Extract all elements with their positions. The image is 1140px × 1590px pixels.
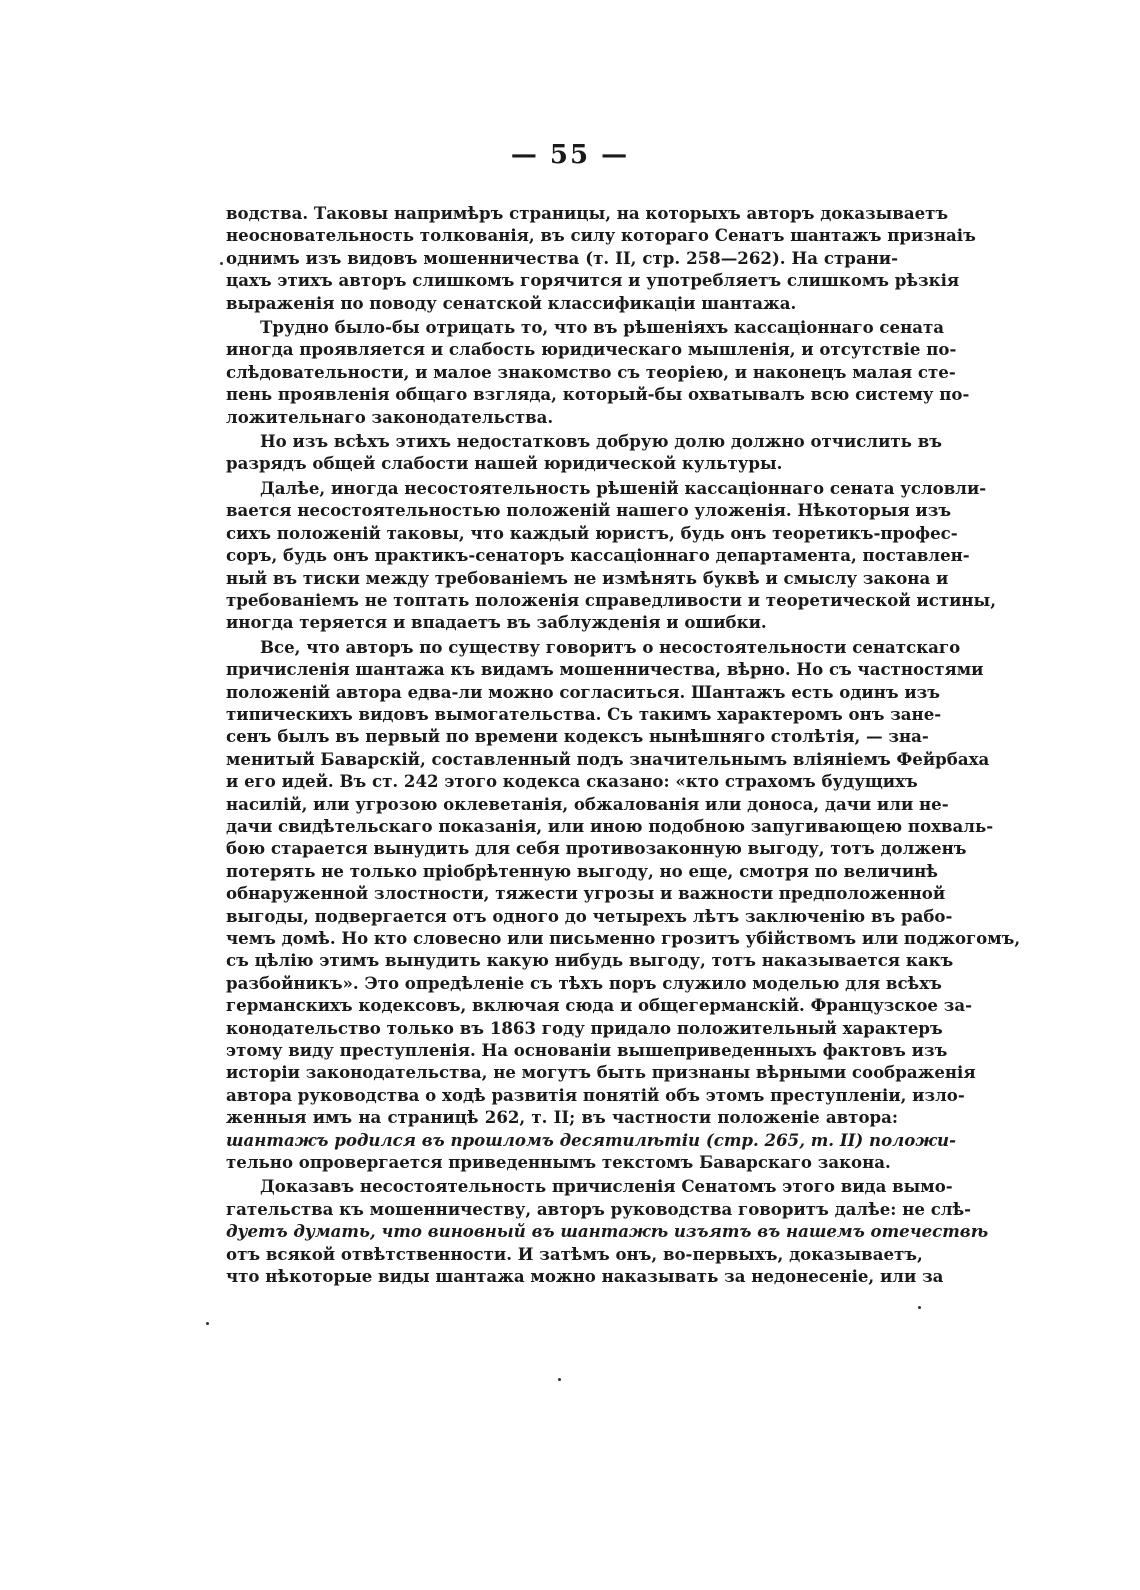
text-line: слѣдовательности, и малое знакомство съ теоріею, и наконецъ малая сте- <box>226 361 956 382</box>
text-line: отъ всякой отвѣтственности. И затѣмъ онъ, во-первыхъ, доказываетъ, <box>226 1243 923 1264</box>
paragraph-4 <box>226 477 996 634</box>
text-line: и его идей. Въ ст. 242 этого кодекса сказано: «кто страхомъ будущихъ <box>226 771 918 792</box>
print-speck <box>558 1378 561 1381</box>
text-line: Доказавъ несостоятельность причисленія Сенатомъ этого вида вымо- <box>260 1176 953 1197</box>
text-line: автора руководства о ходѣ развитія понятій объ этомъ преступленіи, изло- <box>226 1084 965 1105</box>
text-line: разбойникъ». Это опредѣленіе съ тѣхъ поръ служило моделью для всѣхъ <box>226 972 942 993</box>
text-line: ный въ тиски между требованіемъ не измѣнять буквѣ и смыслу закона и <box>226 567 949 588</box>
text-line: чемъ домѣ. Но кто словесно или письменно грозитъ убійствомъ или поджогомъ, <box>226 928 1021 948</box>
text-line: типическихъ видовъ вымогательства. Съ такимъ характеромъ онъ занe- <box>226 703 942 724</box>
text-line: Трудно было-бы отрицать то, что въ рѣшеніяхъ кассаціоннаго сената <box>260 317 945 338</box>
text-line: менитый Баварскій, составленный подъ значительнымъ вліяніемъ Фейрбаха <box>226 748 990 769</box>
text-line: что нѣкоторые виды шантажа можно наказывать за недонесеніе, или за <box>226 1266 944 1287</box>
text-line: этому виду преступленія. На основаніи вышеприведенныхъ фактовъ изъ <box>226 1040 948 1061</box>
paragraph-5 <box>226 636 1021 1174</box>
text-line: водства. Таковы напримѣръ страницы, на которыхъ авторъ доказываетъ <box>226 203 949 223</box>
text-line: сенъ былъ въ первый по времени кодексъ нынѣшняго столѣтія, — зна- <box>226 726 929 747</box>
text-line: пень проявленія общаго взгляда, который-бы охватывалъ всю систему по- <box>226 384 970 405</box>
text-line: иногда проявляется и слабость юридическаго мышленія, и отсутствіе по- <box>226 339 957 360</box>
print-speck <box>918 1306 921 1309</box>
text-line: положеній автора едва-ли можно согласиться. Шантажъ есть одинъ изъ <box>226 681 940 702</box>
text-line: однимъ изъ видовъ мошенничества (т. II, стр. 258—262). На страни- <box>226 247 898 268</box>
text-line: шантажъ родился въ прошломъ десятилѣтіи (стр. 265, т. II) положи- <box>226 1129 956 1150</box>
text-line: разрядъ общей слабости нашей юридической культуры. <box>226 453 783 474</box>
text-line: выраженія по поводу сенатской классификаціи шантажа. <box>226 292 797 313</box>
text-line: дачи свидѣтельскаго показанія, или иною подобною запугивающею похваль- <box>226 815 994 836</box>
text-line: Далѣе, иногда несостоятельность рѣшеній кассаціоннаго сената условли- <box>260 477 987 498</box>
paragraph-6 <box>226 1175 989 1287</box>
text-line: причисленія шантажа къ видамъ мошенничества, вѣрно. Но съ частностями <box>226 659 984 680</box>
text-line: бою старается вынудить для себя противозаконную выгоду, тотъ долженъ <box>226 838 967 859</box>
text-line: насилій, или угрозою оклеветанія, обжалованія или доноса, дачи или не- <box>226 793 949 814</box>
text-line: иногда теряется и впадаетъ въ заблужденія и ошибки. <box>226 612 767 633</box>
text-line: Все, что авторъ по существу говоритъ о несостоятельности сенатскаго <box>260 636 961 657</box>
text-line: требованіемъ не топтать положенія справедливости и теоретической истины, <box>226 589 996 610</box>
print-speck <box>206 1322 209 1325</box>
paragraph-1 <box>226 202 976 314</box>
text-line: конодательство только въ 1863 году придало положительный характеръ <box>226 1017 943 1038</box>
text-line: исторіи законодательства, не могутъ быть признаны вѣрными соображенія <box>226 1062 976 1083</box>
text-line: Но изъ всѣхъ этихъ недостатковъ добрую долю должно отчислить въ <box>260 431 942 452</box>
text-line: женныя имъ на страницѣ 262, т. II; въ частности положеніе автора: <box>226 1107 898 1128</box>
text-line: съ цѣлію этимъ вынудить какую нибудь выгоду, тотъ наказывается какъ <box>226 950 954 971</box>
paragraph-3 <box>226 430 942 475</box>
text-line: выгоды, подвергается отъ одного до четырехъ лѣтъ заключенію въ рабо- <box>226 905 953 926</box>
text-line: дуетъ думать, что виновный въ шантажѣ изъятъ въ нашемъ отечествѣ <box>226 1221 989 1242</box>
text-line: гательства къ мошенничеству, авторъ руководства говоритъ далѣе: не слѣ- <box>226 1198 972 1219</box>
body-text <box>226 202 1021 1288</box>
text-line: обнаруженной злостности, тяжести угрозы и важности предположенной <box>226 883 946 904</box>
print-speck <box>220 262 223 265</box>
text-line: ложительнаго законодательства. <box>226 406 554 427</box>
text-line: неосновательность толкованія, въ силу котораго Сенатъ шантажъ признаіъ <box>226 225 976 246</box>
text-line: соръ, будь онъ практикъ-сенаторъ кассаціоннаго департамента, поставлен- <box>226 545 970 566</box>
text-line: вается несостоятельностью положеній нашего уложенія. Нѣкоторыя изъ <box>226 500 952 521</box>
paragraph-2 <box>226 316 970 428</box>
text-line: сихъ положеній таковы, что каждый юристъ, будь онъ теоретикъ-профес- <box>226 522 958 543</box>
text-line: тельно опровергается приведеннымъ текстомъ Баварскаго закона. <box>226 1152 891 1173</box>
text-line: цахъ этихъ авторъ слишкомъ горячится и употребляетъ слишкомъ рѣзкія <box>226 270 960 291</box>
page-number: — 55 — <box>510 140 630 170</box>
text-line: германскихъ кодексовъ, включая сюда и общегерманскій. Французское за- <box>226 995 972 1016</box>
text-line: потерять не только пріобрѣтенную выгоду, но еще, смотря по величинѣ <box>226 860 938 881</box>
